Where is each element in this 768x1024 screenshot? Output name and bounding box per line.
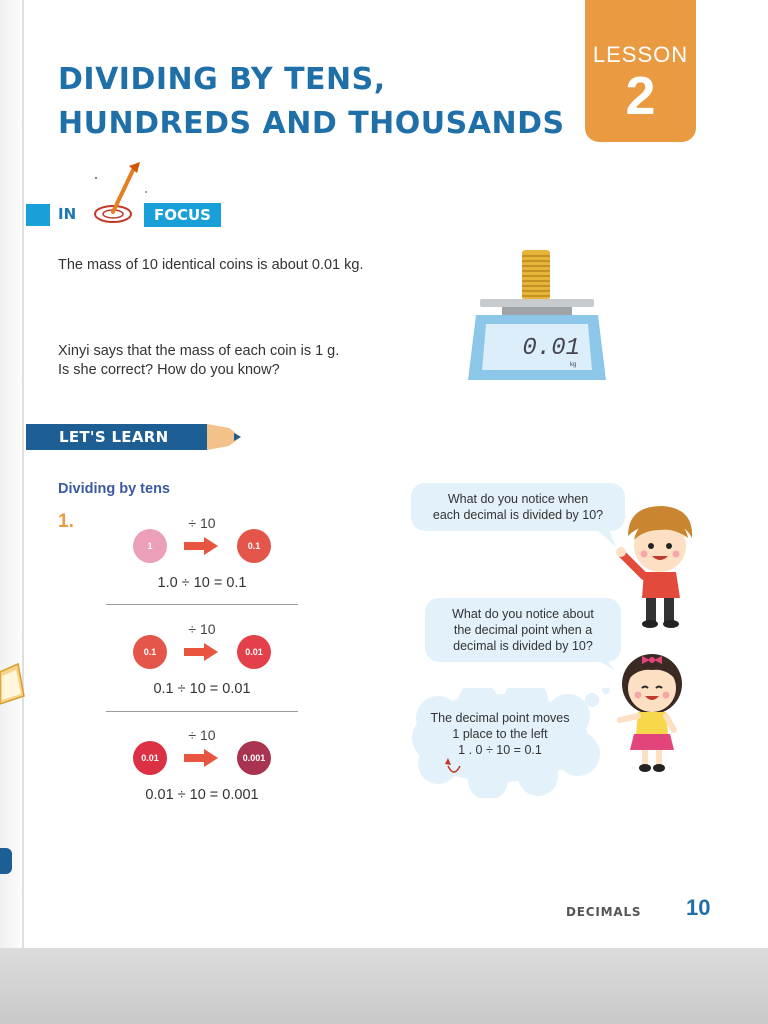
thought-line: 1 place to the left — [452, 727, 548, 741]
bubble-line: What do you notice when — [447, 492, 589, 506]
weighing-scale-illustration — [462, 246, 612, 386]
problem-line-2: Xinyi says that the mass of each coin is 1 g. — [58, 343, 340, 359]
girl-speech-bubble — [425, 598, 621, 662]
problem-line-1: The mass of 10 identical coins is about 0.01 kg. — [58, 257, 364, 273]
divider-line — [106, 711, 298, 712]
question-number: 1. — [58, 511, 74, 532]
arrow-right-icon — [184, 643, 218, 661]
problem-line-3: Is she correct? How do you know? — [58, 362, 280, 378]
book-icon — [0, 662, 26, 706]
scale-display: 0.01 — [522, 335, 580, 362]
lesson-title — [58, 58, 565, 146]
lesson-label: LESSON — [592, 42, 689, 67]
equation: 1.0 ÷ 10 = 0.1 — [157, 575, 247, 591]
bubble-line: the decimal point when a — [453, 623, 593, 637]
lets-learn-header — [26, 424, 242, 450]
decimal-from: 0.01 — [133, 741, 167, 775]
arrow-right-icon — [184, 537, 218, 555]
in-label: IN — [58, 205, 77, 223]
arrow-right-icon — [184, 749, 218, 767]
subheading: Dividing by tens — [58, 481, 170, 497]
thought-line: 1 . 0 ÷ 10 = 0.1 — [458, 743, 542, 757]
division-step-1 — [104, 515, 300, 605]
page-number: 10 — [686, 895, 711, 920]
divider-line — [106, 604, 298, 605]
bubble-line: each decimal is divided by 10? — [432, 508, 604, 522]
equation: 0.1 ÷ 10 = 0.01 — [153, 681, 251, 697]
title-line-1: DIVIDING BY TENS, — [58, 62, 386, 97]
page-edge-tab — [0, 848, 12, 874]
bubble-line: What do you notice about — [452, 607, 594, 621]
operation-label: ÷ 10 — [188, 515, 216, 531]
boy-speech-bubble — [411, 483, 625, 531]
operation-label: ÷ 10 — [188, 727, 216, 743]
division-step-3 — [104, 727, 300, 817]
lesson-tab — [585, 0, 696, 142]
decimal-to: 0.001 — [237, 741, 271, 775]
page-spine — [22, 0, 24, 948]
decimal-from: 0.1 — [133, 635, 167, 669]
pencil-icon — [207, 424, 243, 450]
scan-background — [0, 948, 768, 1024]
equation: 0.01 ÷ 10 = 0.001 — [145, 787, 259, 803]
dartboard-icon — [88, 160, 148, 230]
thought-line: The decimal point moves — [430, 711, 570, 725]
thought-text — [408, 710, 592, 758]
bubble-line: decimal is divided by 10? — [453, 639, 593, 653]
in-focus-bar — [26, 204, 50, 226]
decimal-from: 1 — [133, 529, 167, 563]
boy-character-icon — [614, 502, 698, 632]
division-step-2 — [104, 621, 300, 711]
coin-stack-icon — [522, 250, 550, 300]
operation-label: ÷ 10 — [188, 621, 216, 637]
scale-unit: kg — [570, 362, 577, 368]
lesson-number: 2 — [625, 66, 656, 126]
title-line-2: HUNDREDS AND THOUSANDS — [58, 106, 565, 141]
decimal-to: 0.1 — [237, 529, 271, 563]
decimal-to: 0.01 — [237, 635, 271, 669]
girl-character-icon — [612, 650, 692, 778]
footer-topic: DECIMALS — [566, 905, 642, 919]
in-focus-header — [24, 160, 264, 230]
lets-learn-label: LET'S LEARN — [26, 424, 207, 450]
focus-label: FOCUS — [144, 203, 221, 227]
